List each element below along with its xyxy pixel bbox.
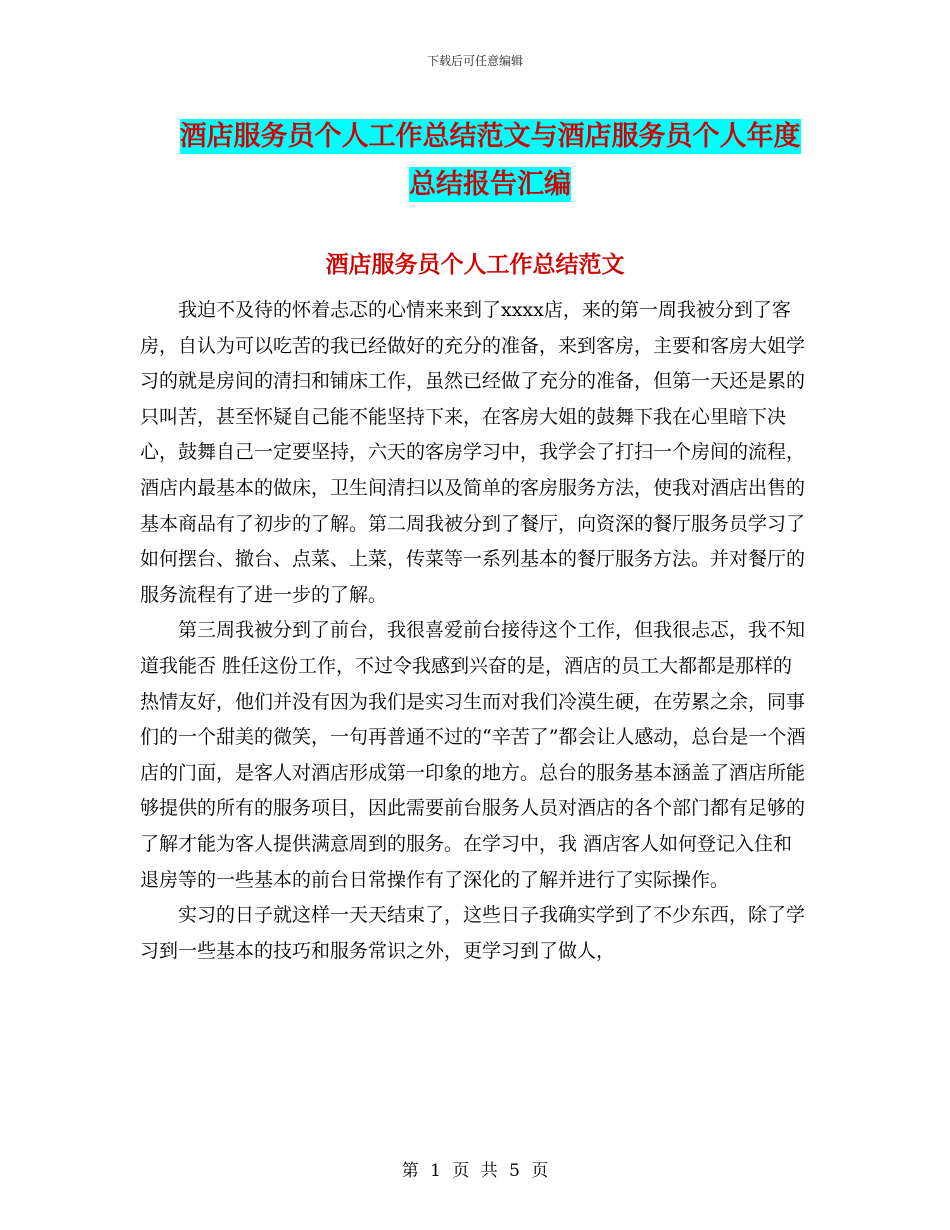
section-title: 酒店服务员个人工作总结范文 [325,251,625,278]
title-line-2: 总结报告汇编 [409,169,571,200]
paragraph: 实习的日子就这样一天天结束了，这些日子我确实学到了不少东西，除了学习到一些基本的技巧和服务常识之外，更学习到了做人， [140,904,806,962]
page-indicator: 第 1 页 共 5 页 [401,1161,549,1181]
document-title [140,113,840,209]
title-line-1: 酒店服务员个人工作总结范文与酒店服务员个人年度 [179,121,801,152]
paragraph: 我迫不及待的怀着忐忑的心情来来到了xxxx店，来的第一周我被分到了客房，自认为可以吃苦的我已经做好的充分的准备，来到客房，主要和客房大姐学习的就是房间的清扫和铺床工作，虽然已经做了充分的准备，但第一天还是累的只叫苦，甚至怀疑自己能不能坚持下来，在客房大姐的鼓舞下我在心里暗下决心，鼓舞自己一定要坚持，六天的客房学习中，我学会了打扫一个房间的流程，酒店内最基本的做床，卫生间清扫以及简单的客房服务方法，使我对酒店出售的基本商品有了初步的了解。第二周我被分到了餐厅，向资深的餐厅服务员学习了如何摆台、撤台、点菜、上菜，传菜等一系列基本的餐厅服务方法。并对餐厅的服务流程有了进一步的了解。 [140,299,806,606]
document-body [140,293,810,969]
paragraph: 第三周我被分到了前台，我很喜爱前台接待这个工作，但我很忐忑，我不知道我能否 胜任这份工作，不过令我感到兴奋的是，酒店的员工大都都是那样的热情友好，他们并没有因为我们是实习生而对我们冷漠生硬，在劳累之余，同事们的一个甜美的微笑，一句再普通不过的“辛苦了”都会让人感动，总台是一个酒店的门面，是客人对酒店形成第一印象的地方。总台的服务基本涵盖了酒店所能够提供的所有的服务项目，因此需要前台服务人员对酒店的各个部门都有足够的了解才能为客人提供满意周到的服务。在学习中，我 酒店客人如何登记入住和退房等的一些基本的前台日常操作有了深化的了解并进行了实际操作。 [140,619,806,891]
header-note: 下载后可任意编辑 [426,54,523,68]
